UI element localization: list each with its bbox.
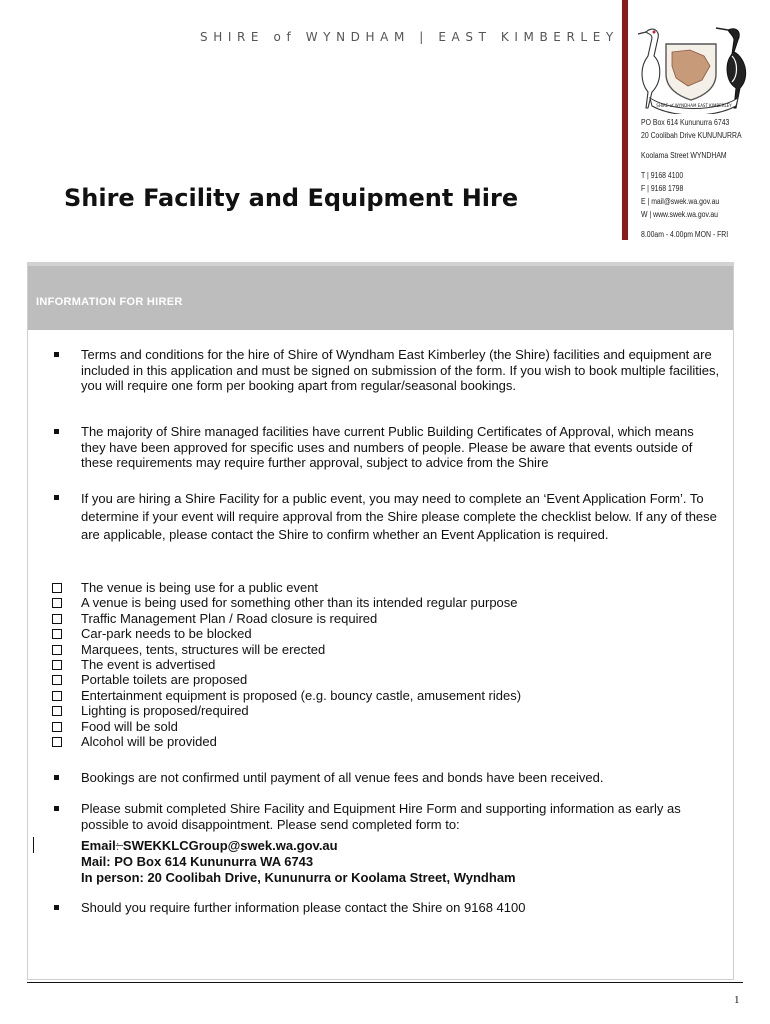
checklist-label: A venue is being used for something other than its intended regular purpose [81,595,518,611]
checkbox[interactable] [52,645,62,655]
page-number: 1 [734,994,740,1006]
checkbox[interactable] [52,614,62,624]
bullet-text: Bookings are not confirmed until payment of all venue fees and bonds have been received. [81,770,604,785]
bullet-icon [54,905,59,910]
bullet-text: The majority of Shire managed facilities have current Public Building Certificates of Approval, which means they have been approved for specific uses and numbers of people. Please be aware that events outside of these requirements may require further approval, subject to advice from the Shire [81,424,694,470]
contact-web[interactable]: W | www.swek.wa.gov.au [641,210,718,219]
checklist-label: Alcohol will be provided [81,733,217,749]
checkbox[interactable] [52,706,62,716]
shire-logo [632,22,756,114]
checklist-label: Food will be sold [81,718,178,734]
contact-po-box: PO Box 614 Kununurra 6743 [641,118,730,127]
checklist-label: Portable toilets are proposed [81,672,248,688]
text-cursor [33,837,34,853]
contact-hours: 8.00am - 4.00pm MON - FRI [641,230,729,239]
send-mail-line: Mail: PO Box 614 Kununurra WA 6743 [81,854,314,869]
send-in-person-line: In person: 20 Coolibah Drive, Kununurra or Koolama Street, Wyndham [81,870,516,885]
section-header [28,262,733,330]
send-email-line [81,838,516,854]
checklist-item[interactable] [52,703,732,718]
contact-fax: F | 9168 1798 [641,184,684,193]
checklist-item[interactable] [52,734,732,749]
checklist-item[interactable] [52,719,732,734]
checkbox[interactable] [52,583,62,593]
contact-street-wyndham: Koolama Street WYNDHAM [641,151,727,160]
bullet-text: Should you require further information please contact the Shire on 9168 4100 [81,900,526,915]
checklist-label: The venue is being use for a public event [81,580,319,595]
email-struck-colon: : [115,838,123,853]
checkbox[interactable] [52,691,62,701]
email-address[interactable]: SWEKKLCGroup@swek.wa.gov.au [122,838,338,853]
checkbox[interactable] [52,722,62,732]
checklist-item[interactable] [52,642,732,657]
checklist-label: Traffic Management Plan / Road closure is required [81,610,378,626]
checklist-label: Marquees, tents, structures will be erected [81,641,326,657]
shire-banner: SHIRE of WYNDHAM | EAST KIMBERLEY [200,30,619,44]
bullet-text: Terms and conditions for the hire of Shire of Wyndham East Kimberley (the Shire) facilities and equipment are included in this application and must be signed on submission of the form. If you wish to book multiple facilities, you will require one form per booking apart from regular/seasonal bookings. [81,347,720,393]
bullet-icon [54,495,59,500]
email-label: Email [81,838,116,853]
checklist-label: Entertainment equipment is proposed (e.g. bouncy castle, amusement rides) [81,687,522,703]
checklist-label: Lighting is proposed/required [81,703,249,719]
checklist-item[interactable] [52,657,732,672]
checklist-label: Car-park needs to be blocked [81,626,252,642]
checklist-item[interactable] [52,672,732,687]
brolga-bird-icon [638,29,660,108]
checkbox[interactable] [52,629,62,639]
contact-email[interactable]: E | mail@swek.wa.gov.au [641,197,720,206]
shield-icon [666,44,716,100]
send-to-block [81,838,516,886]
checkbox[interactable] [52,660,62,670]
contact-phone: T | 9168 4100 [641,171,684,180]
bullet-icon [54,429,59,434]
checkbox[interactable] [52,675,62,685]
bullet-icon [54,806,59,811]
checklist-item[interactable] [52,580,732,595]
accent-rule [622,0,628,240]
checklist-item[interactable] [52,595,732,610]
bullet-text: If you are hiring a Shire Facility for a public event, you may need to complete an ‘Event Application Form’. To determine if your event will require approval from the Shire please complete the checklist below. If any of these are applicable, please contact the Shire to confirm whether an Event Application is required. [81,491,717,542]
bullet-text: Please submit completed Shire Facility and Equipment Hire Form and supporting information as early as possible to avoid disappointment. Please send completed form to: [81,801,681,832]
footer-rule [27,982,743,983]
jabiru-bird-icon [716,28,746,108]
bullet-icon [54,775,59,780]
checklist-item[interactable] [52,626,732,641]
checklist-label: The event is advertised [81,656,216,672]
bullet-icon [54,352,59,357]
checklist-item[interactable] [52,688,732,703]
event-checklist [52,580,732,749]
checklist-item[interactable] [52,611,732,626]
contact-block [641,116,751,241]
logo-ribbon-text: SHIRE of WYNDHAM EAST KIMBERLEY [656,103,732,108]
checkbox[interactable] [52,598,62,608]
contact-street-kununurra: 20 Coolibah Drive KUNUNURRA [641,131,742,140]
page-title: Shire Facility and Equipment Hire [64,184,519,212]
checkbox[interactable] [52,737,62,747]
section-heading: INFORMATION FOR HIRER [36,296,183,308]
